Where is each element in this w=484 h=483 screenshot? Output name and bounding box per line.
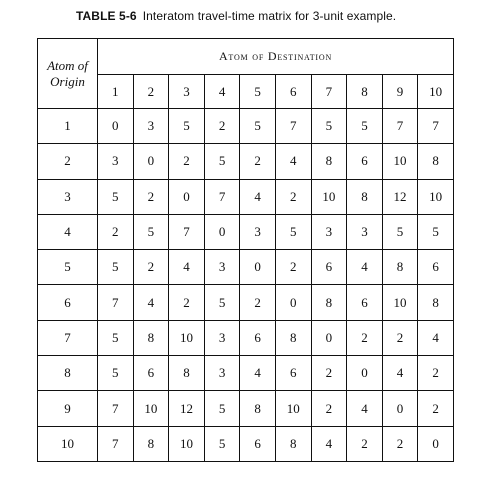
origin-cell: 9 — [38, 391, 98, 426]
matrix-cell: 4 — [133, 285, 169, 320]
column-header-1: 1 — [98, 75, 134, 109]
table-row — [38, 179, 454, 214]
matrix-cell: 10 — [311, 179, 347, 214]
row-header-atom-of-origin — [38, 39, 98, 109]
column-header-8: 8 — [347, 75, 383, 109]
column-number-row — [38, 75, 454, 109]
matrix-cell: 0 — [133, 144, 169, 179]
table-row — [38, 426, 454, 461]
matrix-cell: 6 — [240, 320, 276, 355]
matrix-cell: 4 — [240, 356, 276, 391]
matrix-cell: 6 — [133, 356, 169, 391]
matrix-cell: 2 — [240, 285, 276, 320]
matrix-cell: 7 — [98, 285, 134, 320]
matrix-cell: 5 — [275, 214, 311, 249]
matrix-cell: 0 — [275, 285, 311, 320]
matrix-cell: 6 — [347, 285, 383, 320]
column-header-6: 6 — [275, 75, 311, 109]
matrix-cell: 2 — [418, 356, 454, 391]
matrix-cell: 5 — [169, 109, 205, 144]
matrix-cell: 5 — [382, 214, 418, 249]
matrix-cell: 4 — [347, 250, 383, 285]
matrix-cell: 4 — [347, 391, 383, 426]
matrix-cell: 7 — [169, 214, 205, 249]
matrix-cell: 2 — [275, 250, 311, 285]
table-row — [38, 214, 454, 249]
matrix-cell: 2 — [382, 320, 418, 355]
matrix-cell: 5 — [418, 214, 454, 249]
origin-cell: 3 — [38, 179, 98, 214]
matrix-cell: 5 — [98, 179, 134, 214]
matrix-cell: 2 — [418, 391, 454, 426]
matrix-cell: 3 — [204, 250, 240, 285]
matrix-cell: 2 — [240, 144, 276, 179]
column-header-9: 9 — [382, 75, 418, 109]
matrix-cell: 8 — [133, 320, 169, 355]
matrix-cell: 2 — [311, 356, 347, 391]
matrix-cell: 7 — [382, 109, 418, 144]
table-row — [38, 391, 454, 426]
matrix-cell: 7 — [98, 426, 134, 461]
column-group-header: Atom of Destination — [98, 39, 454, 75]
column-header-3: 3 — [169, 75, 205, 109]
matrix-cell: 4 — [169, 250, 205, 285]
matrix-cell: 3 — [240, 214, 276, 249]
matrix-cell: 5 — [204, 426, 240, 461]
matrix-cell: 2 — [275, 179, 311, 214]
matrix-cell: 0 — [347, 356, 383, 391]
matrix-cell: 2 — [169, 144, 205, 179]
matrix-cell: 7 — [204, 179, 240, 214]
matrix-cell: 8 — [347, 179, 383, 214]
matrix-cell: 5 — [133, 214, 169, 249]
matrix-cell: 10 — [133, 391, 169, 426]
matrix-cell: 8 — [133, 426, 169, 461]
matrix-cell: 10 — [418, 179, 454, 214]
matrix-cell: 5 — [98, 250, 134, 285]
matrix-cell: 2 — [347, 320, 383, 355]
matrix-cell: 8 — [311, 144, 347, 179]
origin-cell: 6 — [38, 285, 98, 320]
column-header-10: 10 — [418, 75, 454, 109]
matrix-cell: 8 — [418, 144, 454, 179]
matrix-cell: 8 — [169, 356, 205, 391]
matrix-cell: 7 — [98, 391, 134, 426]
matrix-cell: 8 — [382, 250, 418, 285]
matrix-cell: 0 — [169, 179, 205, 214]
table-row — [38, 250, 454, 285]
matrix-cell: 3 — [133, 109, 169, 144]
origin-cell: 2 — [38, 144, 98, 179]
matrix-cell: 5 — [204, 144, 240, 179]
matrix-cell: 8 — [275, 426, 311, 461]
matrix-cell: 5 — [98, 356, 134, 391]
matrix-cell: 0 — [98, 109, 134, 144]
matrix-cell: 3 — [204, 356, 240, 391]
matrix-cell: 8 — [311, 285, 347, 320]
matrix-cell: 4 — [382, 356, 418, 391]
column-header-4: 4 — [204, 75, 240, 109]
matrix-cell: 10 — [169, 320, 205, 355]
matrix-cell: 3 — [204, 320, 240, 355]
matrix-cell: 6 — [275, 356, 311, 391]
matrix-cell: 8 — [240, 391, 276, 426]
matrix-cell: 10 — [275, 391, 311, 426]
origin-cell: 8 — [38, 356, 98, 391]
matrix-cell: 0 — [240, 250, 276, 285]
matrix-body — [38, 109, 454, 462]
origin-cell: 10 — [38, 426, 98, 461]
header-row-group — [38, 39, 454, 75]
column-header-7: 7 — [311, 75, 347, 109]
matrix-cell: 5 — [347, 109, 383, 144]
table-title: Interatom travel-time matrix for 3-unit example. — [142, 9, 397, 23]
matrix-cell: 5 — [240, 109, 276, 144]
travel-time-matrix — [37, 38, 454, 462]
matrix-cell: 2 — [133, 250, 169, 285]
matrix-cell: 5 — [204, 285, 240, 320]
matrix-cell: 5 — [98, 320, 134, 355]
table-number: TABLE 5-6 — [76, 9, 137, 23]
matrix-cell: 10 — [382, 144, 418, 179]
table-row — [38, 109, 454, 144]
origin-cell: 1 — [38, 109, 98, 144]
matrix-cell: 12 — [382, 179, 418, 214]
matrix-cell: 0 — [418, 426, 454, 461]
matrix-cell: 0 — [204, 214, 240, 249]
table-row — [38, 285, 454, 320]
matrix-cell: 6 — [240, 426, 276, 461]
origin-cell: 7 — [38, 320, 98, 355]
matrix-cell: 2 — [311, 391, 347, 426]
matrix-cell: 2 — [98, 214, 134, 249]
column-header-5: 5 — [240, 75, 276, 109]
matrix-cell: 7 — [418, 109, 454, 144]
table-row — [38, 356, 454, 391]
matrix-cell: 2 — [204, 109, 240, 144]
matrix-cell: 2 — [169, 285, 205, 320]
matrix-cell: 4 — [418, 320, 454, 355]
matrix-cell: 12 — [169, 391, 205, 426]
column-header-2: 2 — [133, 75, 169, 109]
matrix-cell: 6 — [347, 144, 383, 179]
matrix-cell: 8 — [275, 320, 311, 355]
matrix-cell: 4 — [240, 179, 276, 214]
matrix-cell: 10 — [169, 426, 205, 461]
table-row — [38, 144, 454, 179]
matrix-cell: 6 — [418, 250, 454, 285]
matrix-cell: 10 — [382, 285, 418, 320]
matrix-cell: 5 — [204, 391, 240, 426]
matrix-cell: 5 — [311, 109, 347, 144]
origin-cell: 5 — [38, 250, 98, 285]
origin-cell: 4 — [38, 214, 98, 249]
matrix-cell: 2 — [347, 426, 383, 461]
matrix-cell: 3 — [98, 144, 134, 179]
matrix-cell: 3 — [347, 214, 383, 249]
matrix-cell: 2 — [382, 426, 418, 461]
matrix-cell: 8 — [418, 285, 454, 320]
table-caption — [76, 9, 396, 23]
matrix-cell: 3 — [311, 214, 347, 249]
matrix-cell: 4 — [275, 144, 311, 179]
row-header-line2: Origin — [50, 73, 85, 89]
matrix-cell: 7 — [275, 109, 311, 144]
matrix-cell: 0 — [382, 391, 418, 426]
row-header-line1: Atom of — [47, 57, 88, 73]
matrix-cell: 0 — [311, 320, 347, 355]
matrix-cell: 6 — [311, 250, 347, 285]
matrix-cell: 2 — [133, 179, 169, 214]
matrix-cell: 4 — [311, 426, 347, 461]
table-row — [38, 320, 454, 355]
